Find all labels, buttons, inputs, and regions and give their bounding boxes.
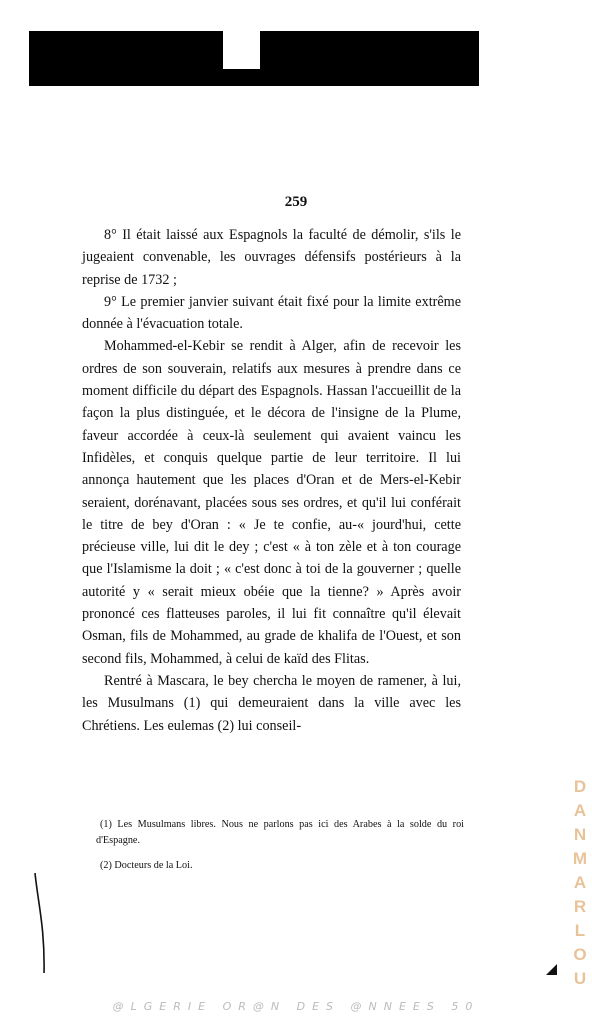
watermark-letter: L bbox=[574, 921, 586, 940]
footnote: (2) Docteurs de la Loi. bbox=[100, 860, 193, 871]
vertical-watermark bbox=[569, 775, 591, 991]
watermark-letter: A bbox=[573, 801, 587, 820]
watermark-letter: D bbox=[573, 777, 587, 796]
redaction-gap bbox=[223, 31, 260, 69]
footer-watermark: @LGERIE OR@N DES @NNEES 50 bbox=[112, 1000, 480, 1013]
watermark-letter: N bbox=[573, 825, 587, 844]
watermark-letter: M bbox=[572, 849, 588, 868]
paragraph: 8° Il était laissé aux Espagnols la faculté de démolir, s'ils le jugeaient convenable, les ouvrages défensifs postérieurs à la reprise de 1732 ; bbox=[82, 227, 461, 288]
paragraph: 9° Le premier janvier suivant était fixé pour la limite extrême donnée à l'évacuation totale. bbox=[82, 293, 461, 333]
watermark-letter: R bbox=[573, 897, 587, 916]
footnote: (1) Les Musulmans libres. Nous ne parlons pas ici des Arabes à la solde du roi d'Espagne. bbox=[96, 819, 464, 846]
margin-scan-mark bbox=[33, 873, 49, 973]
footnotes bbox=[96, 817, 464, 884]
corner-mark-icon bbox=[546, 964, 557, 975]
page-number: 259 bbox=[284, 194, 308, 210]
watermark-letter: O bbox=[573, 945, 587, 964]
body-text bbox=[82, 224, 461, 737]
watermark-letter: U bbox=[573, 969, 587, 988]
paragraph: Rentré à Mascara, le bey chercha le moyen de ramener, à lui, les Musulmans (1) qui demeuraient dans la ville avec les Chrétiens. Les eulemas (2) lui conseil- bbox=[82, 672, 461, 734]
paragraph: Mohammed-el-Kebir se rendit à Alger, afin de recevoir les ordres de son souverain, relatifs aux mesures à prendre dans ce moment difficile du départ des Espagnols. Hassan l'accueillit de la façon la plus distinguée, et le décora de l'insigne de la Plume, faveur accordée à ceux-là seulement qui avaient vaincu les Infidèles, et conquis quelque partie de leur territoire. Il lui annonça hautement que les places d'Oran et de Mers-el-Kebir seraient, dorénavant, placées sous ses ordres, et qu'il lui conférait le titre de bey d'Oran : « Je te confie, au-« jourd'hui, cette précieuse ville, lui dit le dey ; c'est « à ton zèle et à ton courage que l'Islamisme la doit ; « c'est donc à toi de la gouverner ; quelle autorité y « serait mieux obéie que la tienne? » Après avoir prononcé ces flatteuses paroles, il lui fit connaître qu'il élevait Osman, fils de Mohammed, au grade de khalifa de l'Ouest, et son second fils, Mohammed, à celui de kaïd des Flitas. bbox=[82, 338, 461, 667]
watermark-letter: A bbox=[573, 873, 587, 892]
